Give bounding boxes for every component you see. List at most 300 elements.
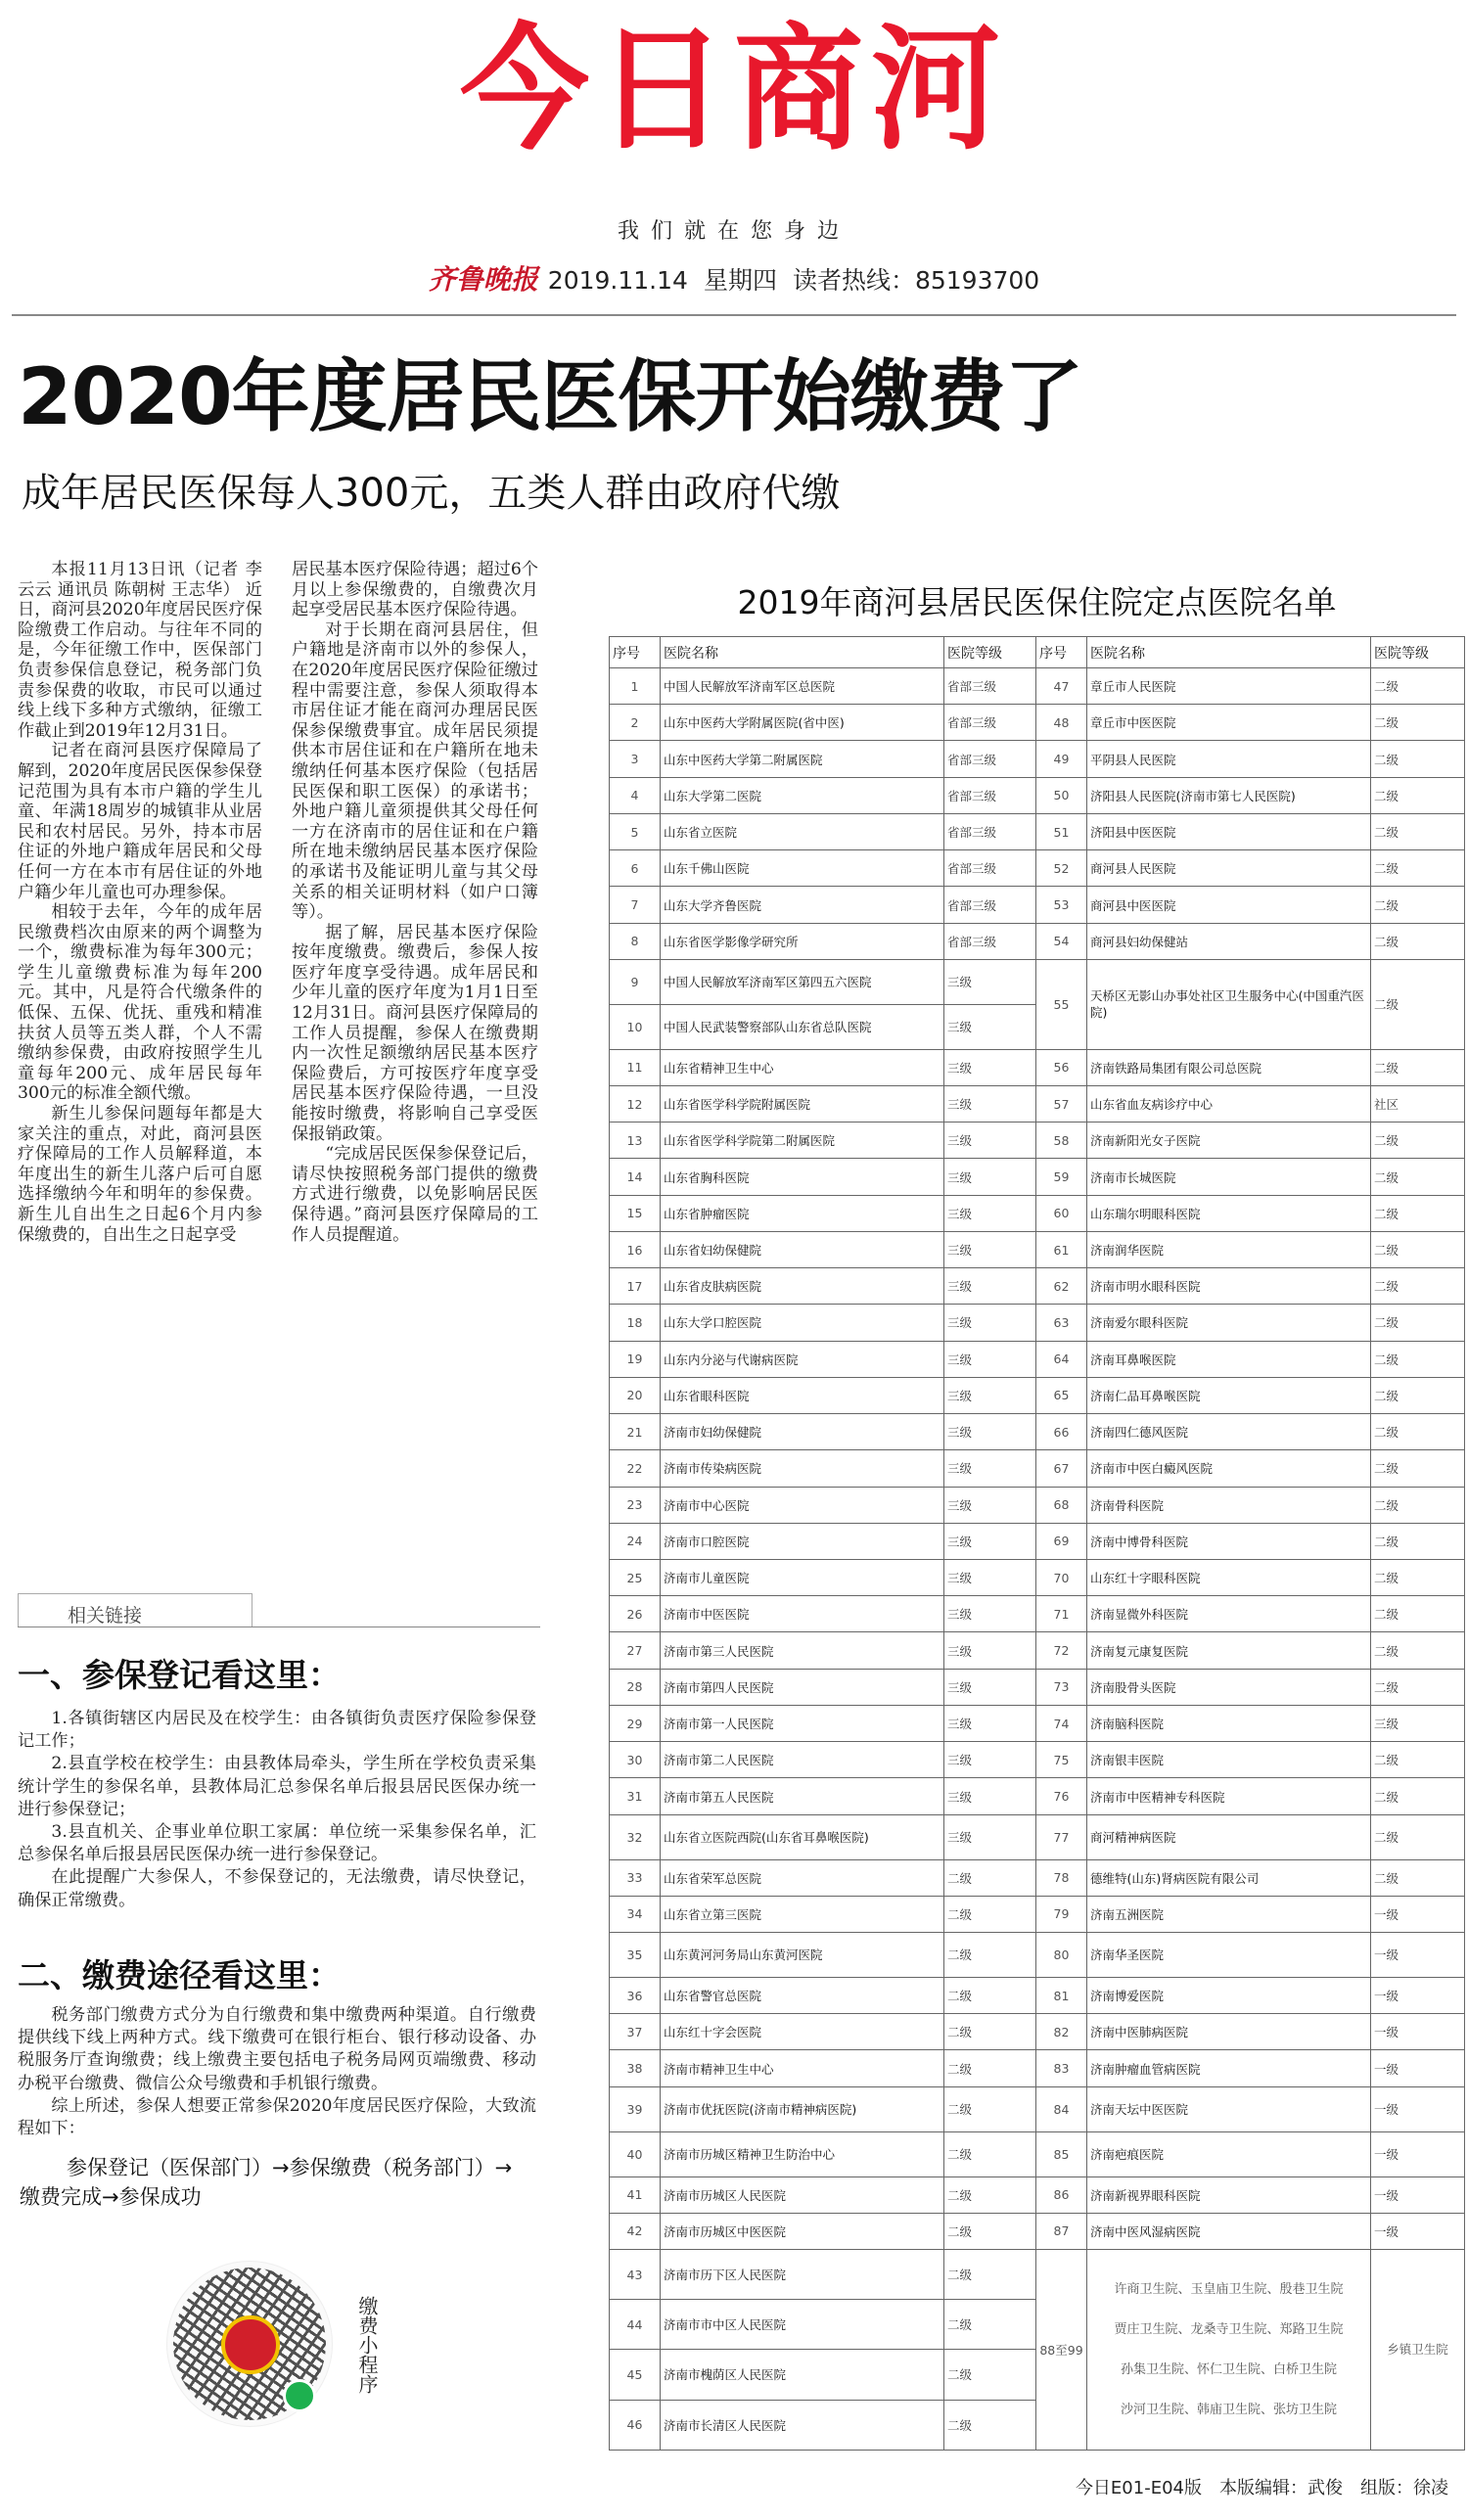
table-row <box>610 1742 1465 1778</box>
hospital-name: 济南市中医白癜风医院 <box>1087 1450 1371 1487</box>
hospital-level: 二级 <box>1371 850 1465 887</box>
hospital-level: 二级 <box>1371 1123 1465 1159</box>
row-no: 54 <box>1036 923 1087 959</box>
hospital-name: 济南中医肺病医院 <box>1087 2014 1371 2050</box>
row-no: 34 <box>610 1896 661 1932</box>
hospital-level: 一级 <box>1371 1933 1465 1978</box>
hospital-name: 济南市中医医院 <box>661 1596 944 1632</box>
township-line: 贾庄卫生院、龙桑寺卫生院、郑路卫生院 <box>1114 2321 1344 2337</box>
hospital-level: 二级 <box>1371 959 1465 1049</box>
hospital-name: 山东省荣军总医院 <box>661 1859 944 1896</box>
hospital-name: 济南股骨头医院 <box>1087 1669 1371 1705</box>
hospital-name: 山东大学口腔医院 <box>661 1305 944 1341</box>
hospital-name: 山东省肿瘤医院 <box>661 1195 944 1231</box>
hospital-level: 二级 <box>1371 1195 1465 1231</box>
hospital-level: 二级 <box>944 2176 1036 2213</box>
table-row <box>610 2176 1465 2213</box>
row-no: 26 <box>610 1596 661 1632</box>
hospital-level: 二级 <box>1371 741 1465 777</box>
hospital-level: 三级 <box>944 1159 1036 1195</box>
row-no: 18 <box>610 1305 661 1341</box>
table-row <box>610 777 1465 813</box>
row-no: 47 <box>1036 668 1087 705</box>
hospital-name: 济南耳鼻喉医院 <box>1087 1341 1371 1377</box>
hospital-name: 济南市第一人民医院 <box>661 1705 944 1741</box>
row-no: 10 <box>610 1004 661 1049</box>
row-no: 21 <box>610 1414 661 1450</box>
table-row <box>610 1523 1465 1559</box>
issue-weekday: 星期四 <box>703 266 777 295</box>
hospital-name: 济南五洲医院 <box>1087 1896 1371 1932</box>
row-no: 31 <box>610 1778 661 1814</box>
row-no: 17 <box>610 1268 661 1305</box>
hospital-level: 二级 <box>1371 1669 1465 1705</box>
row-no: 15 <box>610 1195 661 1231</box>
article-paragraph: 居民基本医疗保险待遇；超过6个月以上参保缴费的，自缴费次月起享受居民基本医疗保险待遇。 <box>292 560 538 620</box>
headline: 2020年度居民医保开始缴费了 <box>18 351 1082 442</box>
hospital-name: 山东省胸科医院 <box>661 1159 944 1195</box>
masthead-slogan: 我们就在您身边 <box>617 219 850 244</box>
hospital-name: 山东省医学科学院第二附属医院 <box>661 1123 944 1159</box>
hospital-name: 济南市第二人民医院 <box>661 1742 944 1778</box>
hospital-name: 山东大学齐鲁医院 <box>661 887 944 923</box>
hospital-level: 三级 <box>944 1814 1036 1859</box>
hospital-level: 一级 <box>1371 2131 1465 2176</box>
row-no: 75 <box>1036 1742 1087 1778</box>
hospital-level: 二级 <box>1371 887 1465 923</box>
header-no: 序号 <box>1036 637 1087 668</box>
hospital-level: 一级 <box>1371 1977 1465 2013</box>
hospital-name: 济南市历下区人民医院 <box>661 2249 944 2299</box>
hospital-name: 济南铁路局集团有限公司总医院 <box>1087 1049 1371 1085</box>
hospital-level: 一级 <box>1371 2086 1465 2131</box>
section-paragraph: 税务部门缴费方式分为自行缴费和集中缴费两种渠道。自行缴费提供线下线上两种方式。线下缴费可在银行柜台、银行移动设备、办税服务厅查询缴费；线上缴费主要包括电子税务局网页端缴费、移动办税平台缴费、微信公众号缴费和手机银行缴费。 <box>18 2005 536 2093</box>
section-paragraph: 在此提醒广大参保人，不参保登记的，无法缴费，请尽快登记，确保正常缴费。 <box>18 1867 536 1910</box>
hospital-name: 山东省眼科医院 <box>661 1377 944 1413</box>
row-no: 33 <box>610 1859 661 1896</box>
table-row <box>610 1231 1465 1267</box>
hospital-name: 山东省医学影像学研究所 <box>661 923 944 959</box>
row-no: 61 <box>1036 1231 1087 1267</box>
hospital-name: 济南市长城医院 <box>1087 1159 1371 1195</box>
table-row <box>610 1123 1465 1159</box>
table-row <box>610 1085 1465 1122</box>
hospital-name: 济南市第四人民医院 <box>661 1669 944 1705</box>
table-row <box>610 1268 1465 1305</box>
hospital-name: 济南新阳光女子医院 <box>1087 1123 1371 1159</box>
hospital-level: 省部三级 <box>944 813 1036 849</box>
table-row <box>610 741 1465 777</box>
hospital-level: 二级 <box>1371 1487 1465 1523</box>
table-row <box>610 1778 1465 1814</box>
qr-label: 缴费小程序 <box>355 2296 379 2394</box>
masthead-title: 今日商河 <box>460 11 1008 169</box>
row-no: 49 <box>1036 741 1087 777</box>
hospital-name: 中国人民解放军济南军区第四五六医院 <box>661 959 944 1004</box>
row-no: 87 <box>1036 2213 1087 2249</box>
hospital-level: 二级 <box>1371 777 1465 813</box>
hospital-level: 三级 <box>944 1632 1036 1669</box>
hospital-name: 济南市第五人民医院 <box>661 1778 944 1814</box>
row-no: 60 <box>1036 1195 1087 1231</box>
table-row <box>610 2014 1465 2050</box>
hospital-name: 济南市精神卫生中心 <box>661 2050 944 2086</box>
hospital-level: 一级 <box>1371 2176 1465 2213</box>
article-paragraph: “完成居民医保参保登记后，请尽快按照税务部门提供的缴费方式进行缴费，以免影响居民医保待遇。”商河县医疗保障局的工作人员提醒道。 <box>292 1144 538 1245</box>
hospital-name: 济南市传染病医院 <box>661 1450 944 1487</box>
table-header-row <box>610 637 1465 668</box>
table-row <box>610 2213 1465 2249</box>
table-row <box>610 1596 1465 1632</box>
hospital-name: 山东省立医院 <box>661 813 944 849</box>
hospital-level: 二级 <box>1371 1742 1465 1778</box>
hospital-name: 山东省立医院西院(山东省耳鼻喉医院) <box>661 1814 944 1859</box>
section-payment-body <box>18 2004 536 2140</box>
hospital-name: 山东省精神卫生中心 <box>661 1049 944 1085</box>
row-no: 32 <box>610 1814 661 1859</box>
table-row <box>610 1341 1465 1377</box>
hospital-level: 三级 <box>944 1085 1036 1122</box>
row-no: 83 <box>1036 2050 1087 2086</box>
hospital-level: 二级 <box>1371 1632 1465 1669</box>
row-no: 59 <box>1036 1159 1087 1195</box>
process-flow-line: 参保登记（医保部门）→参保缴费（税务部门）→ <box>67 2156 513 2179</box>
hospital-name: 平阴县人民医院 <box>1087 741 1371 777</box>
hospital-level: 三级 <box>944 1450 1036 1487</box>
row-no: 39 <box>610 2086 661 2131</box>
row-no: 51 <box>1036 813 1087 849</box>
row-no: 74 <box>1036 1705 1087 1741</box>
article-paragraph: 对于长期在商河县居住，但户籍地是济南市以外的参保人，在2020年度居民医疗保险征缴过程中需要注意，参保人须取得本市居住证才能在商河办理居民医保参保缴费事宜。成年居民须提供本市居住证和在户籍所在地未缴纳任何基本医疗保险（包括居民医保和职工医保）的承诺书；外地户籍儿童须提供其父母任何一方在济南市的居住证和在户籍所在地未缴纳居民基本医疗保险的承诺书及能证明儿童与其父母关系的相关证明材料（如户口簿等）。 <box>292 619 538 923</box>
hospital-level: 一级 <box>1371 2050 1465 2086</box>
header-level: 医院等级 <box>1371 637 1465 668</box>
hospital-name: 天桥区无影山办事处社区卫生服务中心(中国重汽医院) <box>1087 959 1371 1049</box>
hospital-level: 二级 <box>944 1977 1036 2013</box>
row-no: 80 <box>1036 1933 1087 1978</box>
hospital-name: 济南骨科医院 <box>1087 1487 1371 1523</box>
hospital-level: 二级 <box>1371 705 1465 741</box>
hospital-level: 二级 <box>1371 1778 1465 1814</box>
row-no: 55 <box>1036 959 1087 1049</box>
table-row <box>610 887 1465 923</box>
row-no: 37 <box>610 2014 661 2050</box>
article-column-2 <box>292 560 538 1548</box>
row-no: 19 <box>610 1341 661 1377</box>
table-row <box>610 1977 1465 2013</box>
hospital-level: 省部三级 <box>944 705 1036 741</box>
section-paragraph: 2.县直学校在校学生：由县教体局牵头，学生所在学校负责采集统计学生的参保名单，县教体局汇总参保名单后报县居民医保办统一进行参保登记； <box>18 1754 536 1819</box>
table-row <box>610 1560 1465 1596</box>
table-row <box>610 1377 1465 1413</box>
hospital-level: 三级 <box>944 1305 1036 1341</box>
hospital-level: 三级 <box>944 1049 1036 1085</box>
row-no: 81 <box>1036 1977 1087 2013</box>
row-no: 9 <box>610 959 661 1004</box>
hospital-name: 济南润华医院 <box>1087 1231 1371 1267</box>
row-no: 82 <box>1036 2014 1087 2050</box>
hospital-name: 济南博爱医院 <box>1087 1977 1371 2013</box>
table-row <box>610 1705 1465 1741</box>
hospital-level: 二级 <box>1371 1268 1465 1305</box>
section-paragraph: 3.县直机关、企事业单位职工家属：单位统一采集参保名单，汇总参保名单后报县居民医保办统一进行参保登记。 <box>18 1822 536 1865</box>
row-no: 73 <box>1036 1669 1087 1705</box>
table-row <box>610 1487 1465 1523</box>
row-no: 6 <box>610 850 661 887</box>
hospital-level: 二级 <box>944 2213 1036 2249</box>
row-no: 50 <box>1036 777 1087 813</box>
hospital-level: 三级 <box>944 1487 1036 1523</box>
township-hospitals <box>1087 2249 1371 2450</box>
row-no: 46 <box>610 2400 661 2450</box>
hospital-name: 济南银丰医院 <box>1087 1742 1371 1778</box>
hospital-level: 二级 <box>944 2249 1036 2299</box>
hospital-name: 中国人民武装警察部队山东省总队医院 <box>661 1004 944 1049</box>
section-registration-body <box>18 1708 536 1912</box>
article-paragraph: 相较于去年，今年的成年居民缴费档次由原来的两个调整为一个，缴费标准为每年300元；学生儿童缴费标准为每年200元。其中，凡是符合代缴条件的低保、五保、优抚、重残和精准扶贫人员等五类人群，个人不需缴纳参保费，由政府按照学生儿童每年200元、成年居民每年300元的标准全额代缴。 <box>18 902 262 1104</box>
hospital-name: 山东省警官总医院 <box>661 1977 944 2013</box>
row-no: 12 <box>610 1085 661 1122</box>
hospital-level: 一级 <box>1371 1896 1465 1932</box>
header-no: 序号 <box>610 637 661 668</box>
hospital-name: 山东瑞尔明眼科医院 <box>1087 1195 1371 1231</box>
section-paragraph: 1.各镇街辖区内居民及在校学生：由各镇街负责医疗保险参保登记工作； <box>18 1709 536 1752</box>
row-no: 79 <box>1036 1896 1087 1932</box>
hospital-name: 章丘市中医医院 <box>1087 705 1371 741</box>
row-no: 4 <box>610 777 661 813</box>
table-row <box>610 2050 1465 2086</box>
hospital-level: 三级 <box>944 1523 1036 1559</box>
table-row <box>610 1669 1465 1705</box>
hospital-name: 济南爱尔眼科医院 <box>1087 1305 1371 1341</box>
hospital-name: 商河县妇幼保健站 <box>1087 923 1371 959</box>
township-line: 沙河卫生院、韩庙卫生院、张坊卫生院 <box>1120 2402 1337 2417</box>
hospital-name: 济南复元康复医院 <box>1087 1632 1371 1669</box>
table-row <box>610 813 1465 849</box>
row-no: 30 <box>610 1742 661 1778</box>
hospital-name: 德维特(山东)肾病医院有限公司 <box>1087 1859 1371 1896</box>
row-no: 64 <box>1036 1341 1087 1377</box>
hospital-level: 省部三级 <box>944 887 1036 923</box>
hospital-level: 二级 <box>1371 1341 1465 1377</box>
hospital-name: 商河精神病医院 <box>1087 1814 1371 1859</box>
hospital-level: 二级 <box>944 1859 1036 1896</box>
row-no: 16 <box>610 1231 661 1267</box>
mini-program-icon <box>283 2379 316 2412</box>
hospital-name: 山东黄河河务局山东黄河医院 <box>661 1933 944 1978</box>
hospital-level: 三级 <box>944 1705 1036 1741</box>
hospital-level: 二级 <box>1371 1231 1465 1267</box>
hospital-level: 社区 <box>1371 1085 1465 1122</box>
hospital-level: 三级 <box>944 1195 1036 1231</box>
hospital-name: 济南市市中区人民医院 <box>661 2300 944 2350</box>
article-column-1 <box>18 560 262 1548</box>
row-no: 14 <box>610 1159 661 1195</box>
hospital-name: 济南中医风湿病医院 <box>1087 2213 1371 2249</box>
subheadline: 成年居民医保每人300元，五类人群由政府代缴 <box>22 471 841 516</box>
township-line: 孙集卫生院、怀仁卫生院、白桥卫生院 <box>1120 2361 1337 2377</box>
header-hospital-name: 医院名称 <box>1087 637 1371 668</box>
header-hospital-name: 医院名称 <box>661 637 944 668</box>
row-no: 43 <box>610 2249 661 2299</box>
hospital-level: 二级 <box>1371 1159 1465 1195</box>
hospital-name: 山东省血友病诊疗中心 <box>1087 1085 1371 1122</box>
hospital-level: 三级 <box>944 1778 1036 1814</box>
hospital-name: 济南新视界眼科医院 <box>1087 2176 1371 2213</box>
hospital-level: 三级 <box>944 1742 1036 1778</box>
process-flow-line: 缴费完成→参保成功 <box>20 2185 202 2209</box>
hospital-name: 山东中医药大学第二附属医院 <box>661 741 944 777</box>
hospital-name: 济南市历城区人民医院 <box>661 2176 944 2213</box>
hospital-level: 省部三级 <box>944 668 1036 705</box>
hospital-name: 山东千佛山医院 <box>661 850 944 887</box>
process-flow <box>20 2153 538 2212</box>
hospital-list-title: 2019年商河县居民医保住院定点医院名单 <box>737 583 1337 621</box>
hospital-level: 二级 <box>1371 923 1465 959</box>
hospital-level: 三级 <box>944 1341 1036 1377</box>
row-no: 72 <box>1036 1632 1087 1669</box>
hospital-level: 二级 <box>1371 1596 1465 1632</box>
row-no: 58 <box>1036 1123 1087 1159</box>
hospital-level: 二级 <box>944 1933 1036 1978</box>
hospital-level: 省部三级 <box>944 777 1036 813</box>
row-no: 88至99 <box>1036 2249 1087 2450</box>
hospital-list-table <box>609 636 1465 2451</box>
section-registration-title: 一、参保登记看这里： <box>18 1656 341 1694</box>
table-row <box>610 1933 1465 1978</box>
hospital-name: 山东省妇幼保健院 <box>661 1231 944 1267</box>
hospital-name: 山东内分泌与代谢病医院 <box>661 1341 944 1377</box>
hospital-name: 山东省医学科学院附属医院 <box>661 1085 944 1122</box>
hospital-name: 商河县中医医院 <box>1087 887 1371 923</box>
hospital-level: 三级 <box>944 1560 1036 1596</box>
section-payment-title: 二、缴费途径看这里： <box>18 1956 341 1994</box>
township-level: 乡镇卫生院 <box>1371 2249 1465 2450</box>
table-row <box>610 959 1465 1004</box>
layout-credit: 组版：徐凌 <box>1360 2478 1448 2498</box>
row-no: 85 <box>1036 2131 1087 2176</box>
hospital-level: 二级 <box>1371 1049 1465 1085</box>
hospital-level: 二级 <box>944 2050 1036 2086</box>
hospital-name: 济南市中心医院 <box>661 1487 944 1523</box>
row-no: 86 <box>1036 2176 1087 2213</box>
table-row <box>610 1049 1465 1085</box>
row-no: 63 <box>1036 1305 1087 1341</box>
article-paragraph: 本报11月13日讯（记者 李云云 通讯员 陈朝树 王志华） 近日，商河县2020年度居民医疗保险缴费工作启动。与往年不同的是，今年征缴工作中，医保部门负责参保信息登记，税务部门负责参保费的收取，市民可以通过线上线下多种方式缴纳，征缴工作截止到2019年12月31日。 <box>18 560 262 741</box>
hospital-level: 三级 <box>944 1669 1036 1705</box>
hospital-level: 二级 <box>1371 668 1465 705</box>
row-no: 68 <box>1036 1487 1087 1523</box>
table-row <box>610 1859 1465 1896</box>
row-no: 42 <box>610 2213 661 2249</box>
hospital-level: 省部三级 <box>944 923 1036 959</box>
hospital-name: 中国人民解放军济南军区总医院 <box>661 668 944 705</box>
row-no: 28 <box>610 1669 661 1705</box>
hospital-level: 三级 <box>944 1596 1036 1632</box>
table-row <box>610 705 1465 741</box>
hospital-level: 省部三级 <box>944 850 1036 887</box>
hospital-name: 山东红十字眼科医院 <box>1087 1560 1371 1596</box>
row-no: 65 <box>1036 1377 1087 1413</box>
hospital-name: 济南市优抚医院(济南市精神病医院) <box>661 2086 944 2131</box>
row-no: 71 <box>1036 1596 1087 1632</box>
hospital-name: 济南市历城区中医医院 <box>661 2213 944 2249</box>
row-no: 3 <box>610 741 661 777</box>
hospital-name: 山东省立第三医院 <box>661 1896 944 1932</box>
row-no: 76 <box>1036 1778 1087 1814</box>
reader-hotline: 读者热线：85193700 <box>792 266 1040 295</box>
hospital-level: 三级 <box>944 1231 1036 1267</box>
row-no: 22 <box>610 1450 661 1487</box>
hospital-name: 济南天坛中医医院 <box>1087 2086 1371 2131</box>
hospital-name: 济南中博骨科医院 <box>1087 1523 1371 1559</box>
row-no: 69 <box>1036 1523 1087 1559</box>
table-row <box>610 2086 1465 2131</box>
hospital-name: 济南市妇幼保健院 <box>661 1414 944 1450</box>
hospital-level: 二级 <box>944 2131 1036 2176</box>
hospital-level: 二级 <box>1371 1523 1465 1559</box>
dateline <box>0 258 1468 298</box>
row-no: 29 <box>610 1705 661 1741</box>
row-no: 62 <box>1036 1268 1087 1305</box>
edition-label: 今日E01-E04版 <box>1075 2478 1202 2498</box>
hospital-name: 山东红十字会医院 <box>661 2014 944 2050</box>
row-no: 25 <box>610 1560 661 1596</box>
table-row <box>610 1896 1465 1932</box>
issue-date: 2019.11.14 <box>547 266 688 295</box>
hospital-name: 济南疤痕医院 <box>1087 2131 1371 2176</box>
row-no: 36 <box>610 1977 661 2013</box>
hospital-name: 济南脑科医院 <box>1087 1705 1371 1741</box>
hospital-level: 二级 <box>1371 1859 1465 1896</box>
row-no: 38 <box>610 2050 661 2086</box>
hospital-name: 济阳县人民医院(济南市第七人民医院) <box>1087 777 1371 813</box>
hospital-level: 二级 <box>944 2300 1036 2350</box>
row-no: 45 <box>610 2350 661 2400</box>
hospital-name: 济南市槐荫区人民医院 <box>661 2350 944 2400</box>
hospital-name: 济南显微外科医院 <box>1087 1596 1371 1632</box>
hospital-level: 二级 <box>1371 1450 1465 1487</box>
article-paragraph: 记者在商河县医疗保障局了解到，2020年度居民医保参保登记范围为具有本市户籍的学生儿童、年满18周岁的城镇非从业居民和农村居民。另外，持本市居住证的外地户籍成年居民和父母任何一方在本市有居住证的外地户籍少年儿童也可办理参保。 <box>18 741 262 902</box>
row-no: 48 <box>1036 705 1087 741</box>
hospital-level: 二级 <box>944 2400 1036 2450</box>
row-no: 8 <box>610 923 661 959</box>
hospital-level: 二级 <box>1371 813 1465 849</box>
table-row <box>610 923 1465 959</box>
table-row <box>610 668 1465 705</box>
hospital-name: 济南四仁德风医院 <box>1087 1414 1371 1450</box>
row-no: 24 <box>610 1523 661 1559</box>
hospital-level: 三级 <box>1371 1705 1465 1741</box>
hospital-level: 三级 <box>944 1123 1036 1159</box>
table-row <box>610 850 1465 887</box>
masthead-divider <box>12 314 1456 316</box>
hospital-name: 山东省皮肤病医院 <box>661 1268 944 1305</box>
hospital-level: 三级 <box>944 1377 1036 1413</box>
page-footer <box>1058 2474 1448 2499</box>
mini-program-qr-code[interactable] <box>166 2261 333 2427</box>
hospital-level: 一级 <box>1371 2014 1465 2050</box>
hospital-name: 济南肿瘤血管病医院 <box>1087 2050 1371 2086</box>
paper-name: 齐鲁晚报 <box>428 263 538 296</box>
hospital-name: 山东大学第二医院 <box>661 777 944 813</box>
row-no: 70 <box>1036 1560 1087 1596</box>
hospital-level: 二级 <box>1371 1814 1465 1859</box>
hospital-name: 济南市中医精神专科医院 <box>1087 1778 1371 1814</box>
row-no: 67 <box>1036 1450 1087 1487</box>
table-row <box>610 1632 1465 1669</box>
masthead <box>0 11 1468 176</box>
row-no: 40 <box>610 2131 661 2176</box>
